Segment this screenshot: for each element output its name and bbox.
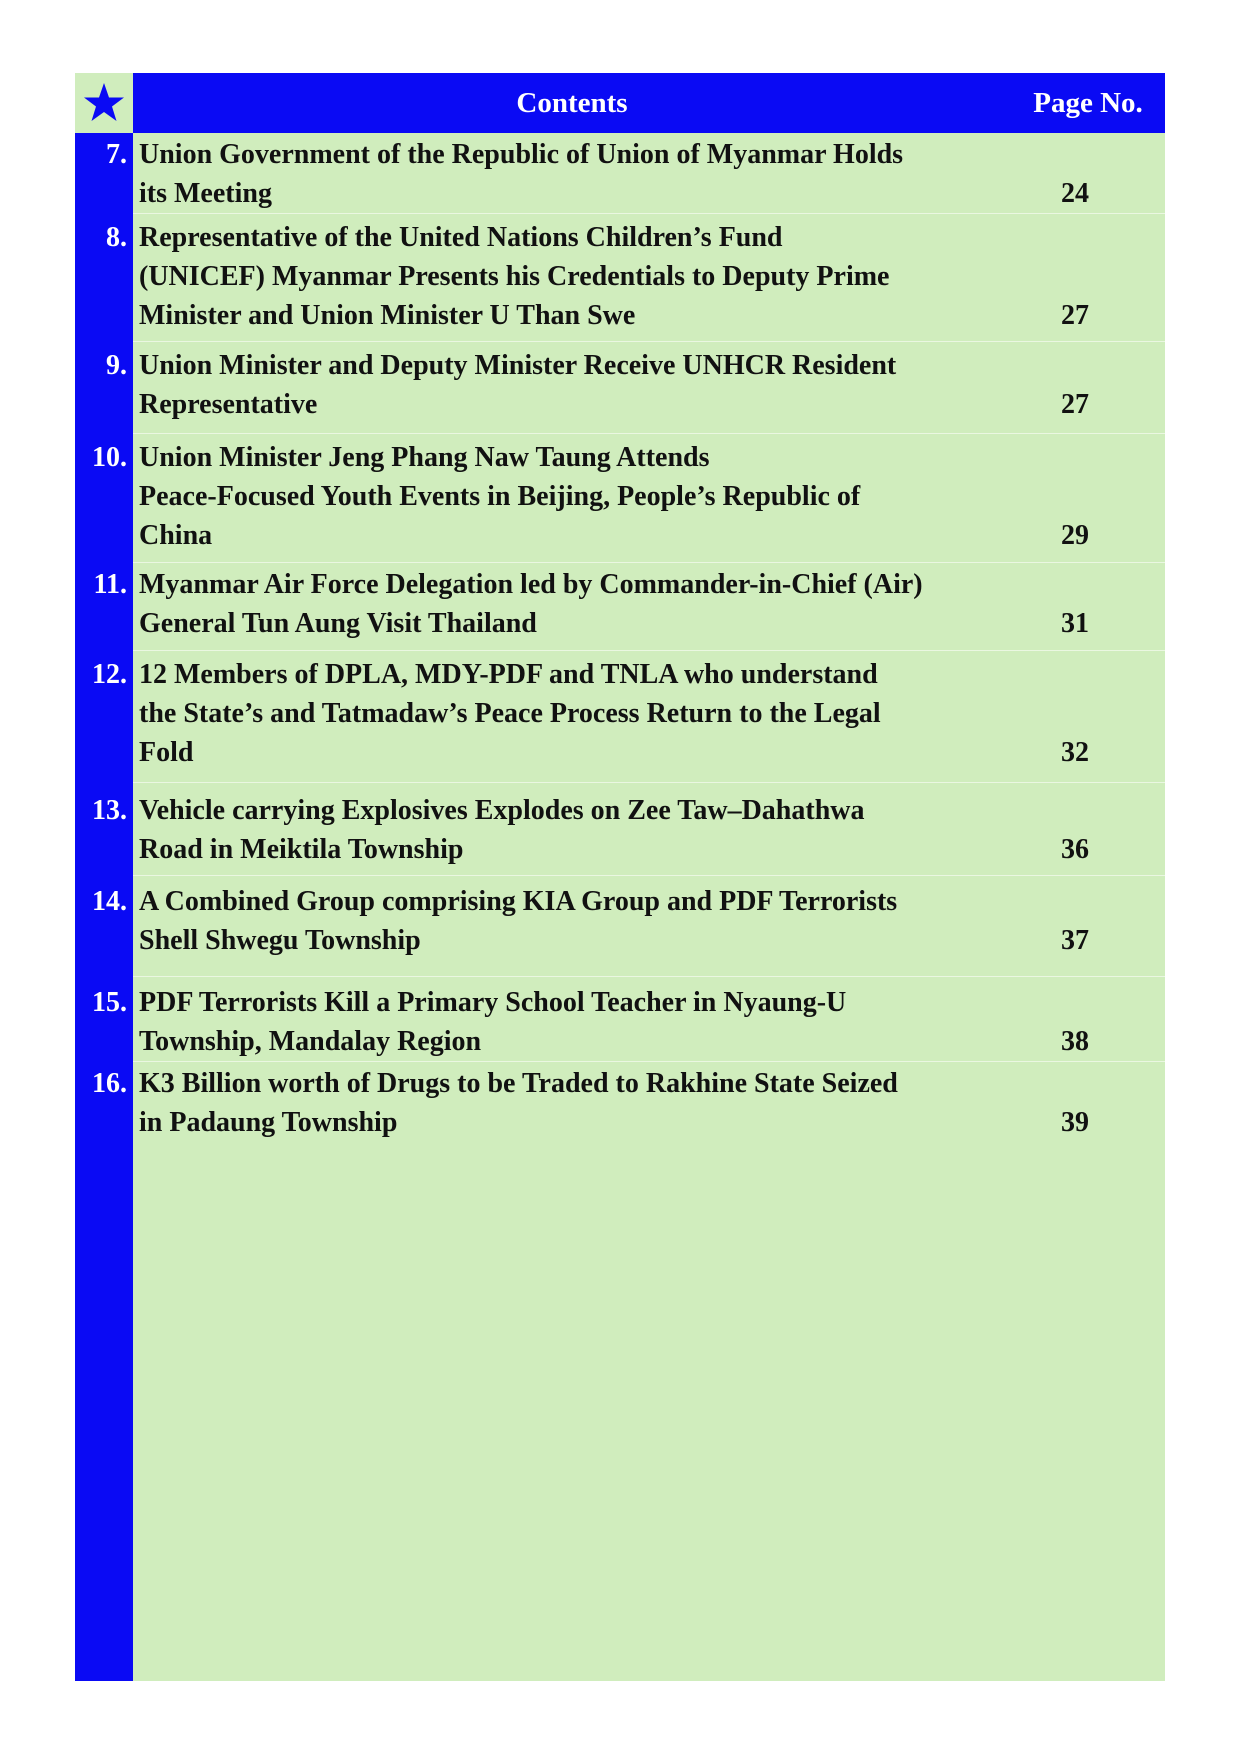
entry-number: 7. <box>106 139 127 170</box>
entry-number: 13. <box>92 795 127 826</box>
entry-number: 9. <box>106 350 127 381</box>
star-icon <box>82 81 126 125</box>
entry-title[interactable]: Myanmar Air Force Delegation led by Commander-in-Chief (Air) General Tun Aung Visit Thailand <box>139 569 923 639</box>
star-cell <box>75 73 133 133</box>
entry-title[interactable]: Union Minister and Deputy Minister Receive UNHCR Resident Representative <box>139 350 897 420</box>
entry-number: 14. <box>92 886 127 917</box>
contents-table <box>75 73 1165 1681</box>
entry-title[interactable]: 12 Members of DPLA, MDY-PDF and TNLA who understand the State’s and Tatmadaw’s Peace Process Return to the Legal Fold <box>139 659 881 768</box>
entry-number: 15. <box>92 987 127 1018</box>
entry-title[interactable]: Union Minister Jeng Phang Naw Taung Attends Peace-Focused Youth Events in Beijing, People’s Republic of China <box>139 442 861 551</box>
toc-entry[interactable] <box>75 783 1165 875</box>
toc-entry[interactable] <box>75 434 1165 562</box>
toc-entry[interactable] <box>75 1062 1165 1152</box>
toc-entry[interactable] <box>75 342 1165 433</box>
entry-page: 24 <box>1061 178 1089 209</box>
entry-title[interactable]: Union Government of the Republic of Union of Myanmar Holds its Meeting <box>139 139 904 209</box>
toc-entry[interactable] <box>75 977 1165 1061</box>
toc-entry[interactable] <box>75 214 1165 341</box>
entry-number: 12. <box>92 659 127 690</box>
entry-number: 11. <box>93 569 127 600</box>
entry-page: 27 <box>1061 300 1089 331</box>
entry-title[interactable]: Representative of the United Nations Children’s Fund (UNICEF) Myanmar Presents his Credentials to Deputy Prime Minister and Union Minister U Than Swe <box>139 222 890 331</box>
entry-page: 38 <box>1061 1026 1089 1057</box>
contents-header <box>75 73 1165 133</box>
entry-page: 31 <box>1061 608 1089 639</box>
entry-title[interactable]: K3 Billion worth of Drugs to be Traded to Rakhine State Seized in Padaung Township <box>139 1068 898 1138</box>
toc-entry[interactable] <box>75 563 1165 650</box>
toc-entry[interactable] <box>75 651 1165 782</box>
page-number-heading: Page No. <box>1033 87 1143 119</box>
entry-page: 36 <box>1061 834 1089 865</box>
entry-number: 16. <box>92 1068 127 1099</box>
entry-title[interactable]: PDF Terrorists Kill a Primary School Teacher in Nyaung-U Township, Mandalay Region <box>139 987 847 1057</box>
entry-number: 8. <box>106 222 127 253</box>
entry-page: 32 <box>1061 737 1089 768</box>
toc-entry[interactable] <box>75 876 1165 976</box>
entry-title[interactable]: A Combined Group comprising KIA Group and PDF Terrorists Shell Shwegu Township <box>139 886 898 956</box>
contents-heading: Contents <box>516 87 628 119</box>
entry-page: 39 <box>1061 1107 1089 1138</box>
entry-number: 10. <box>92 442 127 473</box>
entry-title[interactable]: Vehicle carrying Explosives Explodes on Zee Taw–Dahathwa Road in Meiktila Township <box>139 795 865 865</box>
entry-page: 37 <box>1061 925 1089 956</box>
toc-entry[interactable] <box>75 133 1165 213</box>
entry-page: 29 <box>1061 520 1089 551</box>
entry-page: 27 <box>1061 389 1089 420</box>
